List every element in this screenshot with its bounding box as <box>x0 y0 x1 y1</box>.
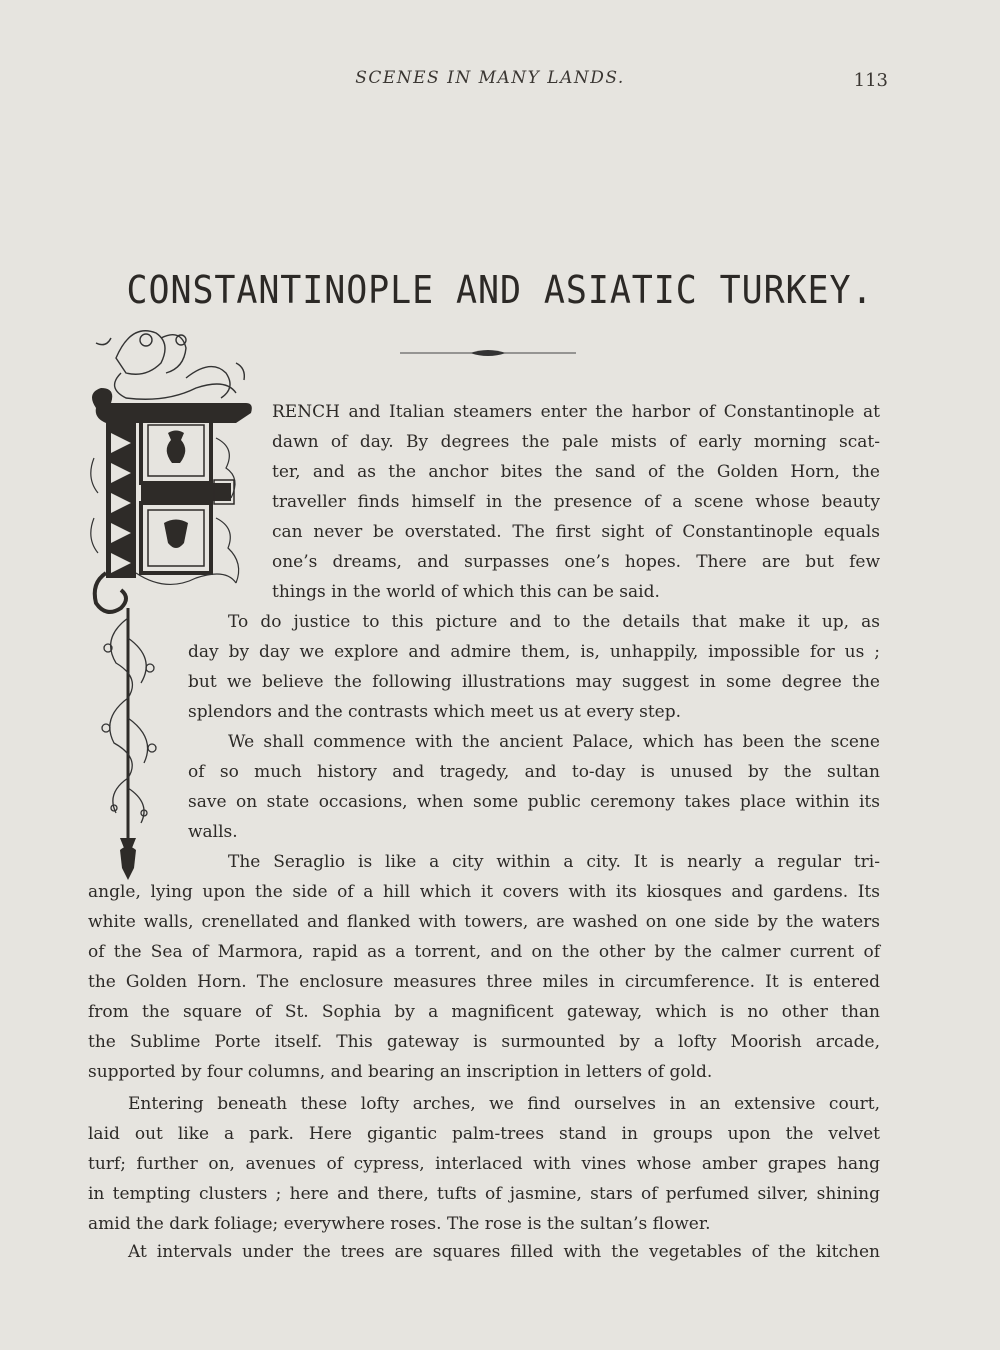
text-line: To do justice to this picture and to the details that make it up, as <box>228 612 880 632</box>
text-line: laid out like a park. Here gigantic palm-trees stand in groups upon the velvet <box>88 1124 880 1144</box>
text-line: ter, and as the anchor bites the sand of the Golden Horn, the <box>272 462 880 482</box>
text-line: amid the dark foliage; everywhere roses. The rose is the sultan’s flower. <box>88 1214 711 1234</box>
text-line: Entering beneath these lofty arches, we find ourselves in an extensive court, <box>128 1094 880 1114</box>
text-line: The Seraglio is like a city within a city. It is nearly a regular tri- <box>228 852 880 872</box>
text-line: traveller finds himself in the presence of a scene whose beauty <box>272 492 880 512</box>
text-line: in tempting clusters ; here and there, tufts of jasmine, stars of perfumed silver, shining <box>88 1184 880 1204</box>
running-head: SCENES IN MANY LANDS. <box>355 68 625 88</box>
text-line: walls. <box>188 822 238 842</box>
text-line: splendors and the contrasts which meet us at every step. <box>188 702 682 722</box>
text-line: the Golden Horn. The enclosure measures three miles in circumference. It is entered <box>88 972 880 992</box>
text-line: white walls, crenellated and flanked with towers, are washed on one side by the waters <box>88 912 880 932</box>
page-number: 113 <box>853 70 888 91</box>
text-line: supported by four columns, and bearing an inscription in letters of gold. <box>88 1062 713 1082</box>
text-line: dawn of day. By degrees the pale mists of early morning scat- <box>272 432 880 452</box>
text-line: day by day we explore and admire them, is, unhappily, impossible for us ; <box>188 642 880 662</box>
text-line: We shall commence with the ancient Palace, which has been the scene <box>228 732 880 752</box>
text-line: angle, lying upon the side of a hill which it covers with its kiosques and gardens. Its <box>88 882 880 902</box>
title-ornament-icon <box>400 348 576 358</box>
text-line: turf; further on, avenues of cypress, interlaced with vines whose amber grapes hang <box>88 1154 880 1174</box>
text-line: but we believe the following illustrations may suggest in some degree the <box>188 672 880 692</box>
chapter-title: CONSTANTINOPLE AND ASIATIC TURKEY. <box>126 268 874 312</box>
text-line: from the square of St. Sophia by a magnificent gateway, which is no other than <box>88 1002 880 1022</box>
text-line: one’s dreams, and surpasses one’s hopes. There are but few <box>272 552 880 572</box>
text-line: can never be overstated. The first sight of Constantinople equals <box>272 522 880 542</box>
text-line: of the Sea of Marmora, rapid as a torrent, and on the other by the calmer current of <box>88 942 880 962</box>
text-line: RENCH and Italian steamers enter the harbor of Constantinople at <box>272 402 880 422</box>
text-line: At intervals under the trees are squares filled with the vegetables of the kitchen <box>128 1242 880 1262</box>
text-line: the Sublime Porte itself. This gateway is surmounted by a lofty Moorish arcade, <box>88 1032 880 1052</box>
text-line: of so much history and tragedy, and to-day is unused by the sultan <box>188 762 880 782</box>
text-line: things in the world of which this can be said. <box>272 582 660 602</box>
text-line: save on state occasions, when some public ceremony takes place within its <box>188 792 880 812</box>
